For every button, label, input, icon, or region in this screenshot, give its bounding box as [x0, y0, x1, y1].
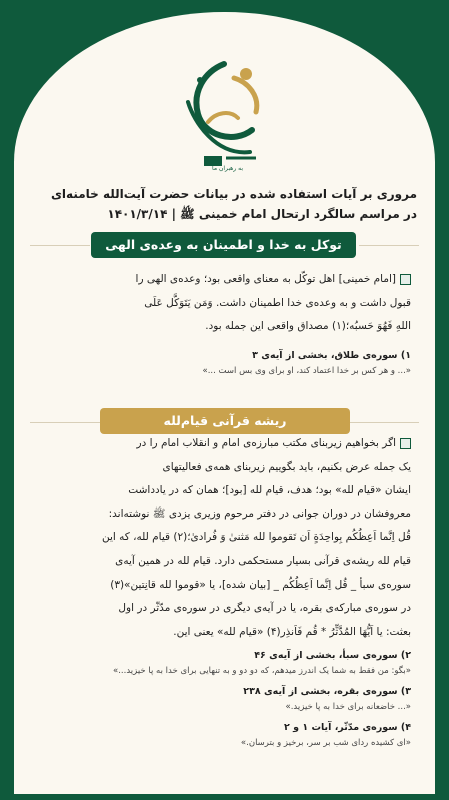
paragraph	[38, 432, 411, 644]
paragraph	[38, 268, 411, 339]
text-line: قبول داشت و به وعده‌ی خدا اطمینان داشت. وَمَن یَتَوَکَّل عَلَی	[144, 296, 411, 309]
footnote-title: ۴) سوره‌ی مدّثّر، آیات ۱ و ۲	[283, 722, 411, 733]
logo-caption: به رهبران ما	[212, 165, 243, 172]
footnote-text: «بگو: من فقط به شما یک اندرز میدهم، که دو دو و به تنهایی برای خدا به پا خیزید...»	[113, 666, 411, 676]
divider	[349, 422, 419, 423]
text-line: معروفشان در دوران جوانی در دفتر مرحوم وزیری یزدی ﷺ نوشته‌اند:	[108, 507, 411, 520]
title-line: در مراسم سالگرد ارتحال امام خمینی ﷺ | ۱۴۰۱/۳/۱۴	[107, 207, 417, 221]
footnote-text: «... خاضعانه برای خدا به پا خیزید.»	[285, 702, 411, 712]
footnote-title: ۱) سوره‌ی طلاق، بخشی از آیه‌ی ۳	[252, 350, 411, 361]
divider	[30, 245, 90, 246]
text-line: سوره‌ی سبأ _ قُل اِنَّما اَعِظُکُم _ [بیان شده]، یا «قوموا لله قانِتین»(۳)	[110, 578, 411, 591]
page-title	[32, 184, 417, 224]
footnote	[38, 648, 411, 678]
footnote-title: ۲) سوره‌ی سبأ، بخشی از آیه‌ی ۴۶	[254, 650, 411, 661]
title-line: مروری بر آیات استفاده شده در بیانات حضرت آیت‌الله خامنه‌ای	[50, 187, 417, 201]
text-line: قُل اِنَّما اَعِظُکُم بِواحِدَةٍ اَن تَقوموا لله مَثنیٰ وَ فُرادیٰ؛(۲) قیام لله، که این	[101, 531, 411, 544]
footnote	[38, 684, 411, 714]
divider	[359, 245, 419, 246]
text-line: یک جمله عرض بکنیم، باید بگوییم زیربنای همه‌ی فعالیتهای	[162, 460, 411, 473]
text-line: اللهِ فَهُوَ حَسبُه؛(۱) مصداق واقعی این جمله بود.	[205, 320, 411, 333]
calligraphy-logo	[164, 52, 284, 180]
divider	[30, 422, 100, 423]
document-icon	[400, 274, 411, 285]
section-header: توکل به خدا و اطمینان به وعده‌ی الهی	[91, 232, 356, 258]
document-icon	[400, 438, 411, 449]
text-line: بعثت: یا اَیُّهَا المُدَّثِّرُ * قُم فَاَنذِر(۴) «قیام لله» یعنی این.	[173, 625, 411, 638]
footnote-text: «... و هر کس بر خدا اعتماد کند، او برای وی بس است ...»	[202, 366, 411, 376]
footnote	[38, 348, 411, 378]
footnote-text: «ای کشیده ردای شب بر سر، برخیز و بترسان.»	[240, 738, 411, 748]
text-line: ایشان «قیام لله» بود؛ هدف، قیام لله [بود]؛ همان که در یادداشت	[128, 484, 411, 497]
text-line: قیام لله ریشه‌ی قرآنی بسیار مستحکمی دارد. قیام لله در همین آیه‌ی	[115, 554, 411, 567]
footnote	[38, 720, 411, 750]
text-line: در سوره‌ی مبارکه‌ی بقره، یا در آیه‌ی دیگری در سوره‌ی مدّثّر در اول	[118, 602, 411, 615]
text-line: [امام خمینی] اهل توکّل به معنای واقعی بود؛ وعده‌ی الهی را	[38, 268, 411, 292]
content-panel	[14, 12, 435, 794]
section-header: ریشه قرآنی قیام‌لله	[100, 408, 350, 434]
footnote-title: ۳) سوره‌ی بقره، بخشی از آیه‌ی ۲۳۸	[243, 686, 411, 697]
text-line: اگر بخواهیم زیربنای مکتب مبارزه‌ی امام و انقلاب امام را در	[38, 432, 411, 456]
